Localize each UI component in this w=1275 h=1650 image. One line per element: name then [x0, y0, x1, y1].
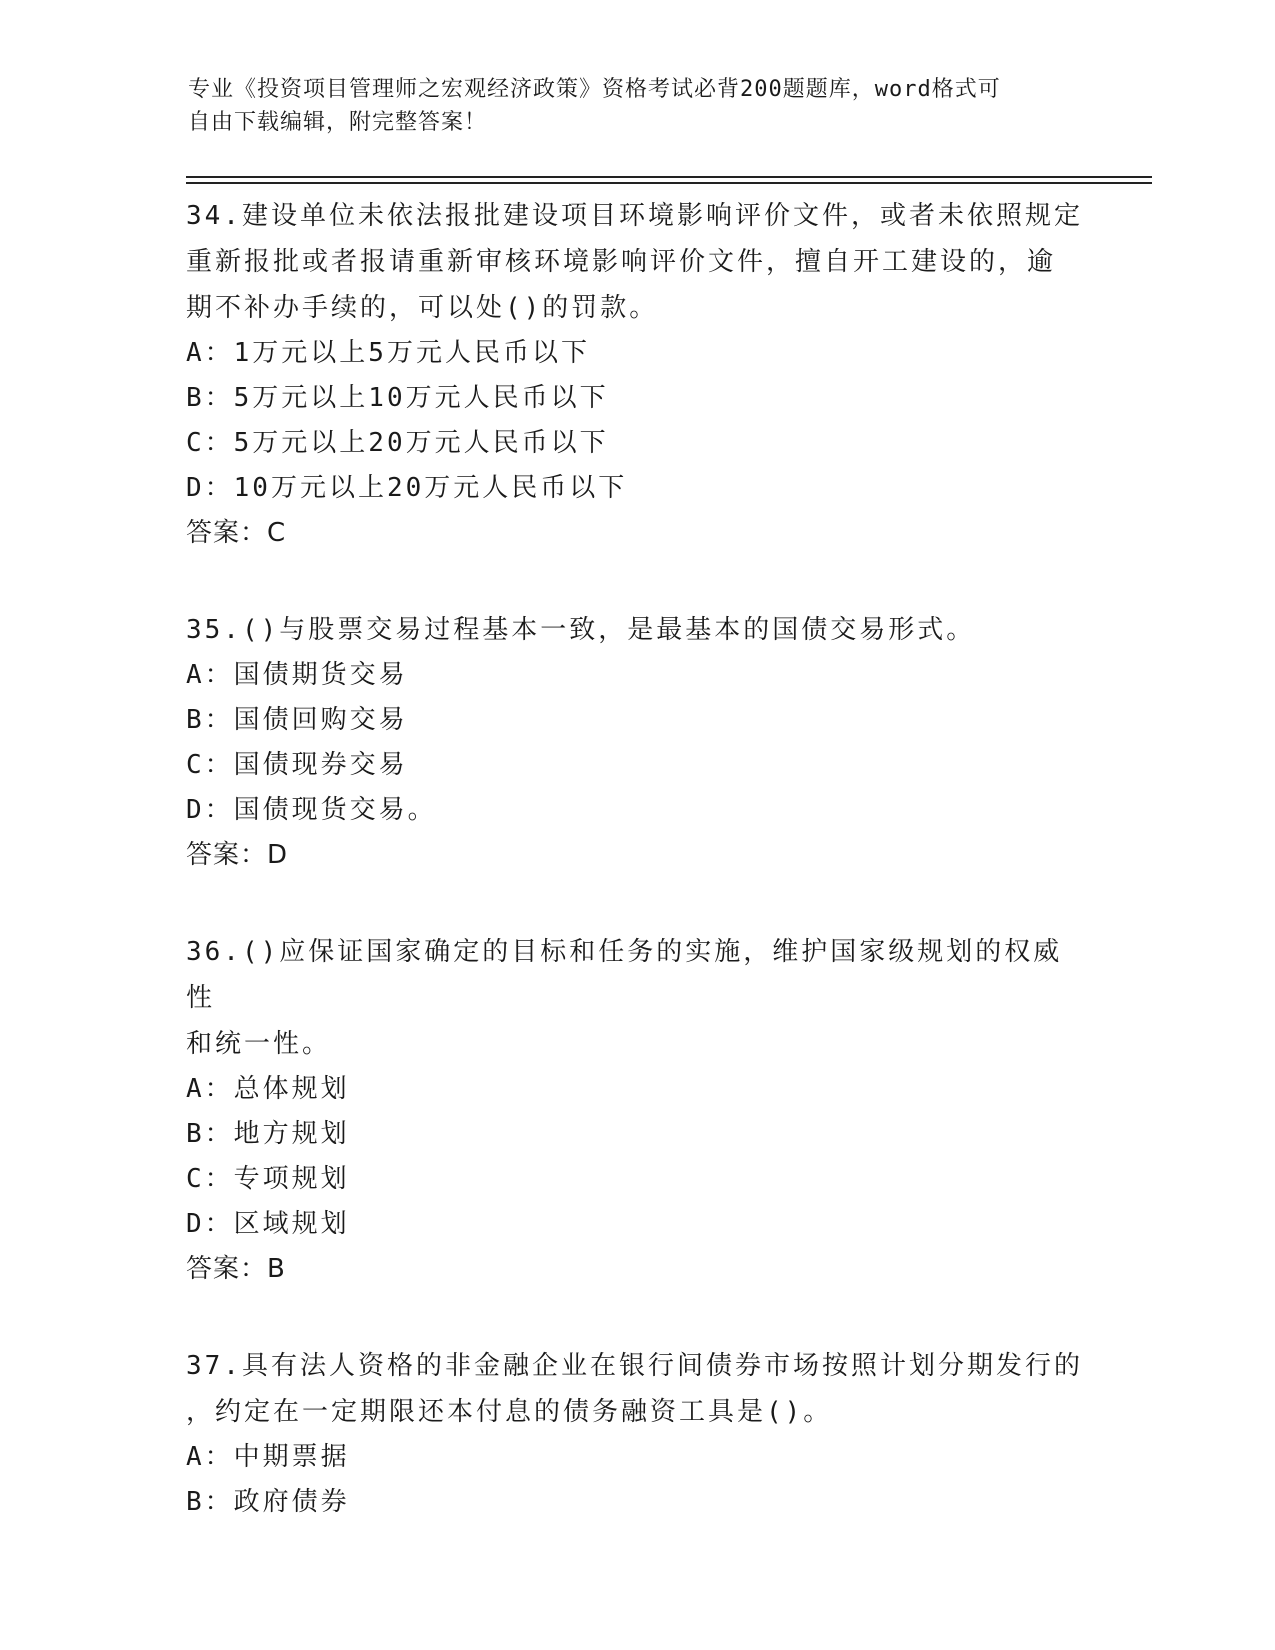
document-header — [188, 73, 1088, 139]
question-34 — [186, 193, 1086, 556]
question-text-line: 34.建设单位未依法报批建设项目环境影响评价文件，或者未依照规定 — [186, 201, 1083, 231]
option-b: B：国债回购交易 — [186, 705, 408, 735]
option-a: A：总体规划 — [186, 1074, 350, 1104]
answer: 答案：D — [186, 840, 289, 870]
question-list — [186, 193, 1086, 1531]
question-37 — [186, 1343, 1086, 1525]
option-b: B：政府债券 — [186, 1487, 350, 1517]
question-35 — [186, 607, 1086, 878]
header-line-2: 自由下载编辑，附完整答案！ — [188, 110, 488, 135]
question-36 — [186, 929, 1086, 1292]
option-b: B：5万元以上10万元人民币以下 — [186, 383, 609, 413]
option-a: A：1万元以上5万元人民币以下 — [186, 338, 590, 368]
question-text-line: 和统一性。 — [186, 1029, 332, 1059]
question-text-line: ，约定在一定期限还本付息的债务融资工具是()。 — [186, 1397, 833, 1427]
option-d: D：区域规划 — [186, 1209, 350, 1239]
question-text-line: 35.()与股票交易过程基本一致，是最基本的国债交易形式。 — [186, 615, 976, 645]
option-c: C：专项规划 — [186, 1164, 350, 1194]
header-divider-bottom — [186, 182, 1152, 184]
header-divider-top — [186, 176, 1152, 178]
question-text-line: 36.()应保证国家确定的目标和任务的实施，维护国家级规划的权威性 — [186, 937, 1063, 1013]
option-d: D：国债现货交易。 — [186, 795, 437, 825]
question-text-line: 期不补办手续的，可以处()的罚款。 — [186, 293, 659, 323]
header-line-1: 专业《投资项目管理师之宏观经济政策》资格考试必背200题题库，word格式可 — [188, 77, 1001, 102]
option-c: C：国债现券交易 — [186, 750, 408, 780]
question-text-line: 重新报批或者报请重新审核环境影响评价文件，擅自开工建设的，逾 — [186, 247, 1057, 277]
option-a: A：国债期货交易 — [186, 660, 408, 690]
option-c: C：5万元以上20万元人民币以下 — [186, 428, 609, 458]
answer: 答案：C — [186, 518, 287, 548]
answer: 答案：B — [186, 1254, 286, 1284]
question-text-line: 37.具有法人资格的非金融企业在银行间债券市场按照计划分期发行的 — [186, 1351, 1083, 1381]
option-a: A：中期票据 — [186, 1442, 350, 1472]
option-d: D：10万元以上20万元人民币以下 — [186, 473, 628, 503]
option-b: B：地方规划 — [186, 1119, 350, 1149]
